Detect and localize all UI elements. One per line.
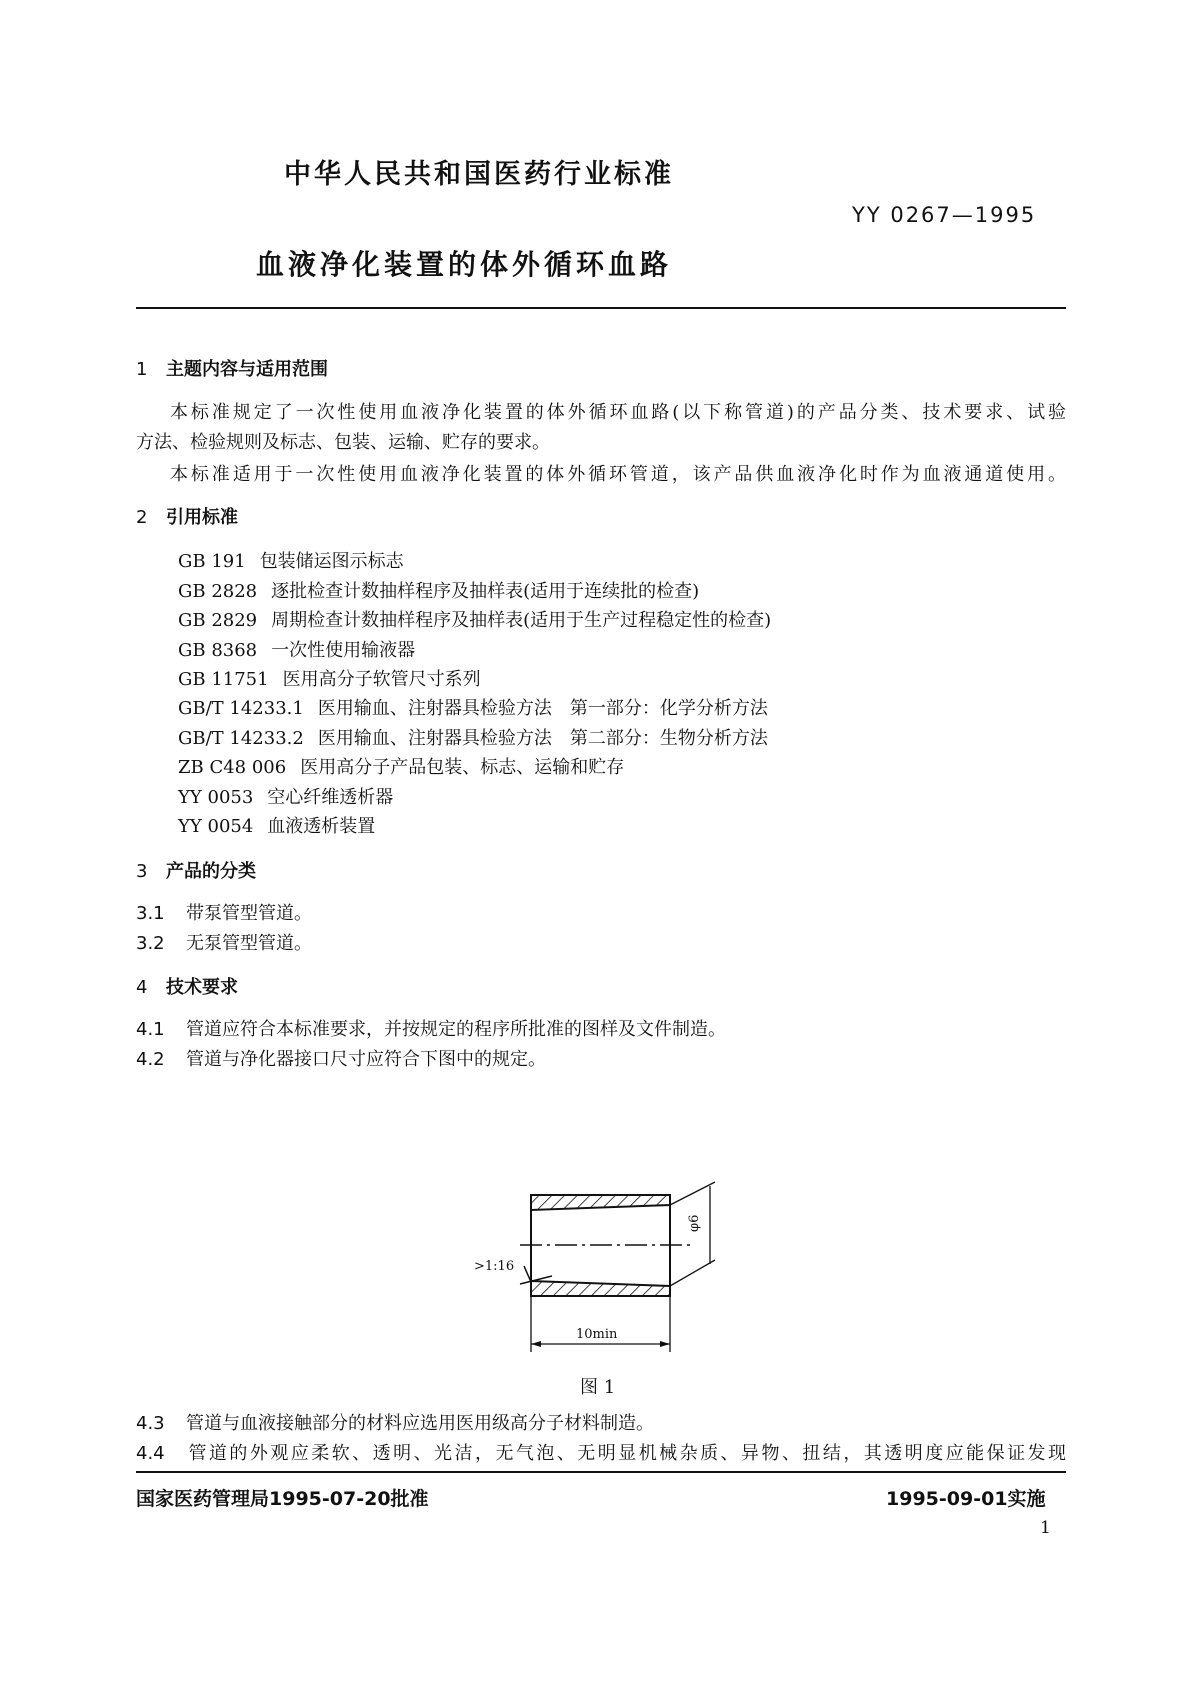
reference-code: YY 0054 [178,816,254,837]
section-1-para-2: 本标准适用于一次性使用血液净化装置的体外循环管道，该产品供血液净化时作为血液通道使用。 [170,464,1066,485]
standard-number: YY 0267—1995 [852,203,1037,227]
clause-number: 3.1 [136,903,165,924]
section-title: 技术要求 [166,977,238,998]
reference-item [178,753,624,779]
reference-title: 医用输血、注射器具检验方法 第二部分：生物分析方法 [317,728,768,749]
clause-text: 管道与血液接触部分的材料应选用医用级高分子材料制造。 [186,1413,654,1434]
header-divider [136,307,1066,309]
reference-item [178,577,699,603]
taper-label: >1:16 [474,1259,515,1274]
length-arrow-left [531,1341,541,1347]
section-title: 主题内容与适用范围 [166,359,328,380]
clause-text: 管道的外观应柔软、透明、光洁，无气泡、无明显机械杂质、异物、扭结，其透明度应能保证发现 [186,1443,1066,1464]
footer-divider [136,1471,1066,1473]
length-label: 10min [576,1327,618,1342]
section-title: 产品的分类 [166,861,256,882]
clause-number: 3.2 [136,933,165,954]
reference-code: GB/T 14233.1 [178,698,304,719]
clause-3-2 [136,929,312,955]
clause-number: 4.2 [136,1049,165,1070]
connector-top-wall [531,1195,670,1210]
clause-number: 4.3 [136,1413,165,1434]
reference-code: GB 191 [178,551,246,572]
reference-title: 周期检查计数抽样程序及抽样表(适用于生产过程稳定性的检查) [271,610,772,631]
clause-text: 无泵管型管道。 [186,933,312,954]
reference-title: 医用高分子产品包装、标志、运输和贮存 [300,757,625,778]
taper-indicator [524,1266,531,1282]
reference-title: 一次性使用输液器 [271,640,416,661]
reference-item [178,636,415,662]
reference-item [178,665,481,691]
clause-text: 管道与净化器接口尺寸应符合下图中的规定。 [186,1049,546,1070]
reference-title: 血液透析装置 [267,816,376,837]
clause-4-3 [136,1409,654,1435]
reference-item [178,724,768,750]
section-2-heading [136,503,238,529]
section-number: 2 [136,507,148,528]
figure-1-connector-drawing [460,1172,760,1362]
reference-code: ZB C48 006 [178,757,287,778]
reference-code: GB 2829 [178,610,258,631]
clause-number: 4.1 [136,1019,165,1040]
reference-item [178,812,375,838]
reference-code: GB/T 14233.2 [178,728,304,749]
section-number: 4 [136,977,148,998]
reference-code: GB 11751 [178,669,269,690]
reference-title: 医用高分子软管尺寸系列 [282,669,481,690]
clause-number: 4.4 [136,1443,165,1464]
reference-title: 空心纤维透析器 [267,787,394,808]
diameter-label: φ6 [687,1214,702,1232]
clause-4-2 [136,1045,546,1071]
section-number: 3 [136,861,148,882]
section-4-heading [136,973,238,999]
reference-code: GB 2828 [178,581,258,602]
section-number: 1 [136,359,148,380]
diameter-extension-line [670,1260,715,1286]
section-1-para-1-line-1: 本标准规定了一次性使用血液净化装置的体外循环血路(以下称管道)的产品分类、技术要求、试验 [170,402,1066,423]
figure-1-caption: 图 1 [580,1377,616,1398]
reference-item [178,694,768,720]
page-number: 1 [1040,1518,1051,1538]
clause-text: 管道应符合本标准要求，并按规定的程序所批准的图样及文件制造。 [186,1019,726,1040]
length-arrow-right [660,1341,670,1347]
reference-item [178,606,771,632]
reference-item [178,783,393,809]
document-title: 血液净化装置的体外循环血路 [256,248,673,281]
section-3-heading [136,857,256,883]
reference-title: 医用输血、注射器具检验方法 第一部分：化学分析方法 [317,698,768,719]
reference-title: 逐批检查计数抽样程序及抽样表(适用于连续批的检查) [271,581,700,602]
section-1-heading [136,355,328,381]
clause-text: 带泵管型管道。 [186,903,312,924]
issuing-agency: 中华人民共和国医药行业标准 [284,159,674,190]
diameter-extension-line [670,1182,715,1205]
reference-code: YY 0053 [178,787,254,808]
approval-note: 国家医药管理局1995-07-20批准 [136,1488,429,1510]
reference-item [178,547,404,573]
reference-title: 包装储运图示标志 [259,551,404,572]
section-1-para-1-line-2: 方法、检验规则及标志、包装、运输、贮存的要求。 [136,432,550,453]
clause-3-1 [136,899,312,925]
connector-bottom-wall [531,1281,670,1296]
section-title: 引用标准 [166,507,238,528]
reference-code: GB 8368 [178,640,258,661]
clause-4-4 [136,1439,1066,1465]
effective-date: 1995-09-01实施 [886,1488,1046,1510]
clause-4-1 [136,1015,726,1041]
